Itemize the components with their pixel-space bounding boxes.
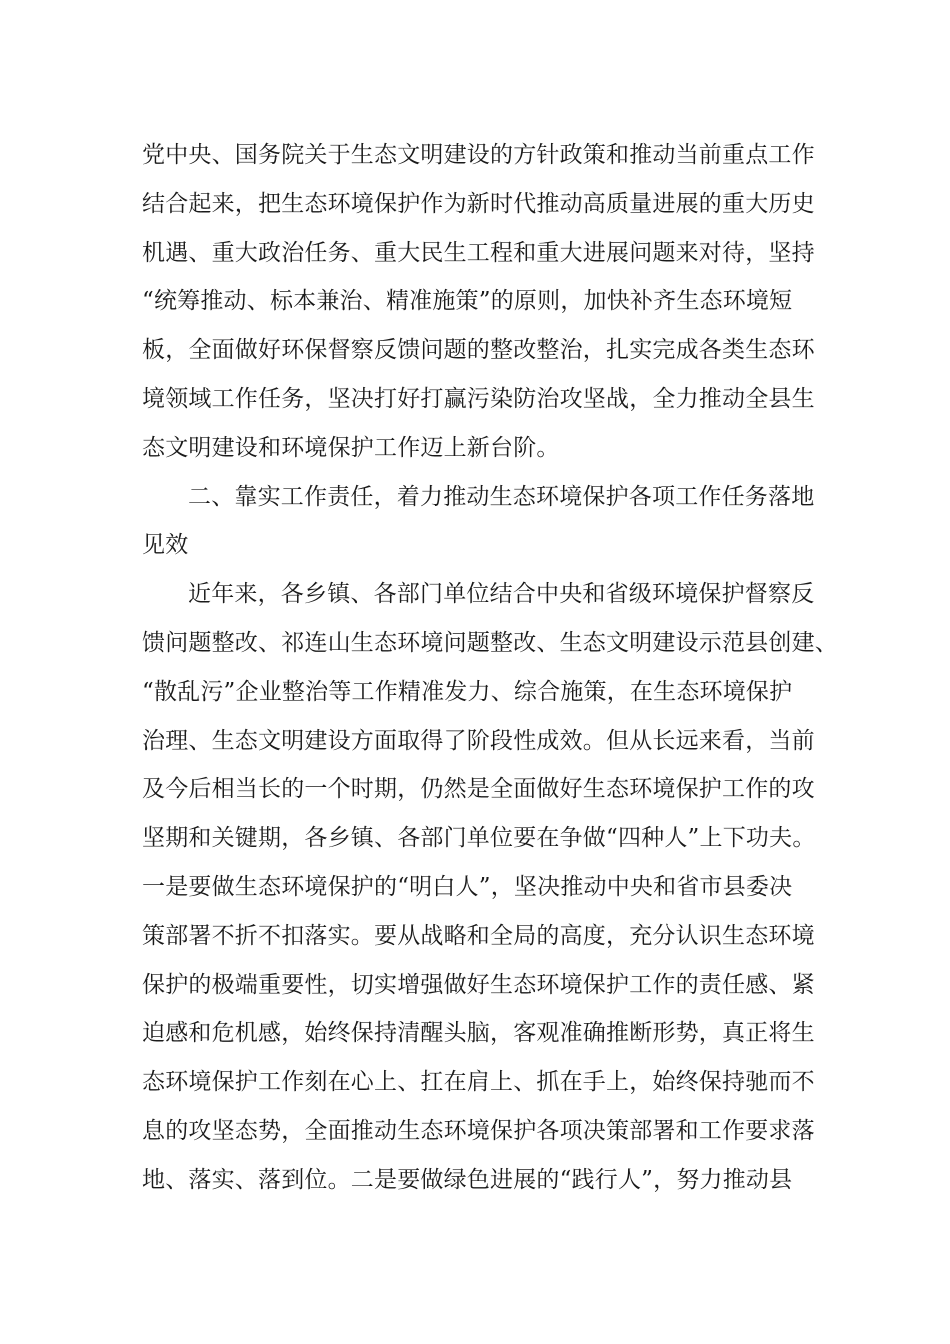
text-line: 机遇、重大政治任务、重大民生工程和重大进展问题来对待，坚持 bbox=[142, 239, 815, 266]
text-line: 及今后相当长的一个时期，仍然是全面做好生态环境保护工作的攻 bbox=[142, 776, 815, 803]
text-line: 近年来，各乡镇、各部门单位结合中央和省级环境保护督察反 bbox=[188, 581, 815, 608]
text-line: 坚期和关键期，各乡镇、各部门单位要在争做“四种人”上下功夫。 bbox=[142, 825, 816, 852]
text-line: 治理、生态文明建设方面取得了阶段性成效。但从长远来看，当前 bbox=[142, 727, 815, 754]
text-line: “统筹推动、标本兼治、精准施策”的原则，加快补齐生态环境短 bbox=[142, 288, 793, 315]
text-line: 迫感和危机感，始终保持清醒头脑，客观准确推断形势，真正将生 bbox=[142, 1020, 815, 1047]
text-line: 板，全面做好环保督察反馈问题的整改整治，扎实完成各类生态环 bbox=[142, 337, 815, 364]
text-line: 策部署不折不扣落实。要从战略和全局的高度，充分认识生态环境 bbox=[142, 922, 815, 949]
heading-line: 见效 bbox=[142, 532, 189, 559]
section-heading bbox=[142, 473, 814, 571]
text-line: 境领域工作任务，坚决打好打赢污染防治攻坚战，全力推动全县生 bbox=[142, 385, 815, 412]
text-line: 态文明建设和环境保护工作迈上新台阶。 bbox=[142, 434, 560, 461]
document-page bbox=[142, 131, 838, 1205]
text-line: 馈问题整改、祁连山生态环境问题整改、生态文明建设示范县创建、 bbox=[142, 629, 838, 656]
text-line: 党中央、国务院关于生态文明建设的方针政策和推动当前重点工作 bbox=[142, 142, 815, 168]
text-line: 地、落实、落到位。二是要做绿色进展的“践行人”，努力推动县 bbox=[142, 1166, 793, 1193]
text-line: 一是要做生态环境保护的“明白人”，坚决推动中央和省市县委决 bbox=[142, 873, 793, 900]
heading-line: 二、靠实工作责任，着力推动生态环境保护各项工作任务落地 bbox=[188, 483, 815, 510]
text-line: 态环境保护工作刻在心上、扛在肩上、抓在手上，始终保持驰而不 bbox=[142, 1069, 815, 1096]
paragraph-1 bbox=[142, 131, 814, 473]
text-line: 息的攻坚态势，全面推动生态环境保护各项决策部署和工作要求落 bbox=[142, 1117, 815, 1144]
text-line: 结合起来，把生态环境保护作为新时代推动高质量进展的重大历史 bbox=[142, 190, 815, 217]
text-line: 保护的极端重要性，切实增强做好生态环境保护工作的责任感、紧 bbox=[142, 971, 815, 998]
text-line: “散乱污”企业整治等工作精准发力、综合施策，在生态环境保护 bbox=[142, 678, 793, 705]
paragraph-3 bbox=[142, 570, 838, 1204]
